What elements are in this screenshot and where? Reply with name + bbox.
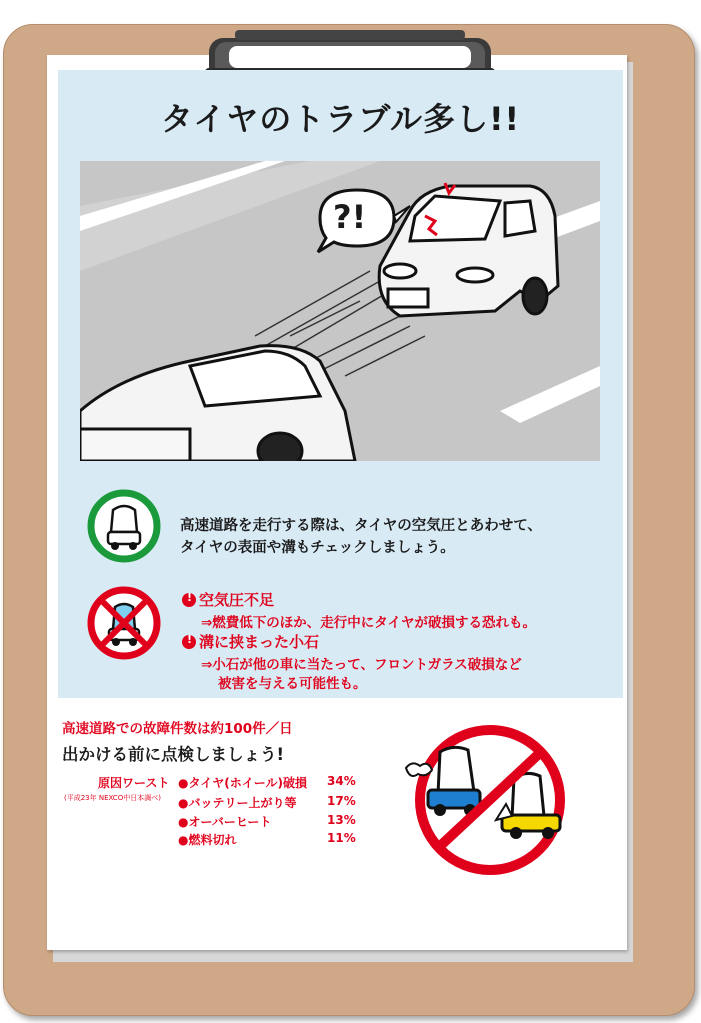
tire-check-ok-icon bbox=[86, 488, 162, 564]
prohibited-tire-icon bbox=[86, 585, 162, 661]
prohibited-badge bbox=[86, 585, 162, 665]
data-source-note: (平成23年 NEXCO中日本調べ) bbox=[64, 794, 161, 802]
cause-item-1-pct: 34% bbox=[327, 774, 356, 788]
ranking-label: 原因ワースト bbox=[98, 776, 170, 790]
warning-marker-2-text: ! bbox=[187, 633, 193, 646]
cause-item-3-label: ●オーバーヒート bbox=[178, 815, 272, 829]
prohibited-breakdown-icon bbox=[398, 720, 580, 880]
cause-item-2-label: ●バッテリー上がり等 bbox=[178, 796, 297, 810]
warning-heading-2: 溝に挟まった小石 bbox=[199, 633, 320, 651]
breakdown-headline: 高速道路での故障件数は約100件／日 bbox=[62, 721, 293, 737]
cause-item-4-label: ●燃料切れ bbox=[178, 833, 237, 847]
ok-check-badge bbox=[86, 488, 162, 568]
warning-detail-2-line1: ⇒小石が他の車に当たって、フロントガラス破損など bbox=[201, 657, 522, 673]
warning-heading-1: 空気圧不足 bbox=[199, 591, 275, 609]
cause-item-3-pct: 13% bbox=[327, 813, 356, 827]
poster-title: タイヤのトラブル多し!! bbox=[160, 100, 521, 138]
inspection-cta: 出かける前に点検しましょう! bbox=[62, 745, 285, 764]
check-text-line2: タイヤの表面や溝もチェックしましょう。 bbox=[180, 540, 455, 556]
check-text-line1: 高速道路を走行する際は、タイヤの空気圧とあわせて、 bbox=[180, 518, 542, 534]
no-breakdown-illustration bbox=[398, 720, 580, 884]
cause-item-4-pct: 11% bbox=[327, 831, 356, 845]
warning-detail-2-line2: 被害を与える可能性も。 bbox=[218, 676, 367, 692]
cause-item-1-label: ●タイヤ(ホイール)破損 bbox=[178, 776, 307, 790]
cause-item-2-pct: 17% bbox=[327, 794, 356, 808]
warning-marker-1-text: ! bbox=[187, 591, 193, 604]
speech-bubble-text: ?! bbox=[333, 198, 367, 236]
warning-detail-1: ⇒燃費低下のほか、走行中にタイヤが破損する恐れも。 bbox=[201, 615, 537, 631]
